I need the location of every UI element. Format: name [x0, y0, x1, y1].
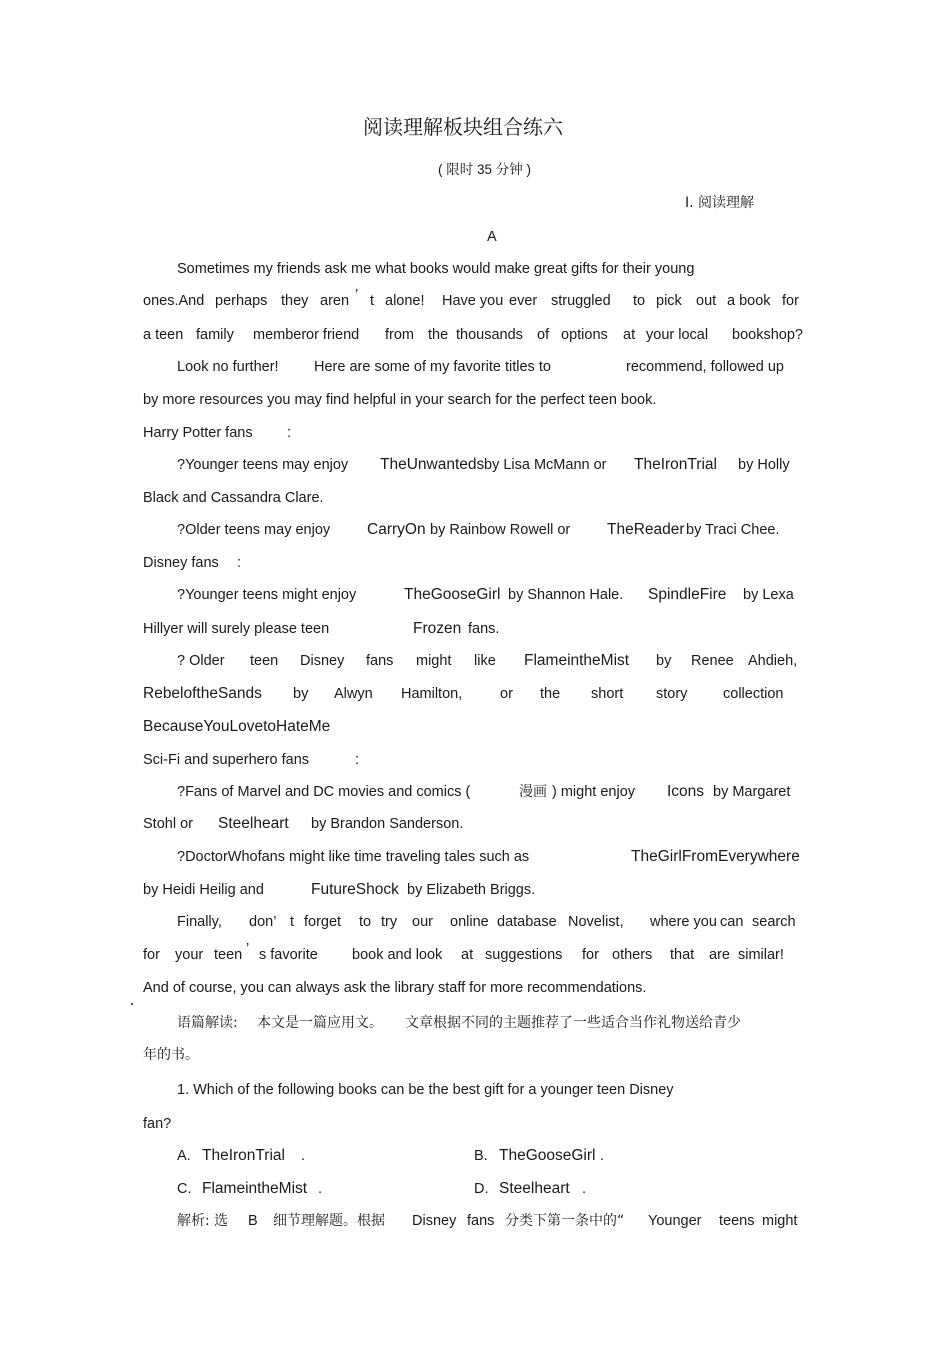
word: t [370, 293, 375, 309]
book-title: TheUnwanteds [380, 456, 485, 473]
word: they [281, 293, 309, 309]
word: our [412, 914, 433, 930]
word: s favorite [259, 947, 318, 963]
word: forget [304, 914, 342, 930]
option-c: FlameintheMist [202, 1180, 308, 1197]
book-title: FutureShock [311, 881, 399, 898]
word: options [561, 327, 608, 343]
word: Novelist, [568, 914, 624, 930]
word: member [253, 327, 307, 343]
word: Hamilton, [401, 686, 463, 702]
word: for [582, 947, 599, 963]
word: bookshop? [732, 327, 803, 343]
word: don’ [249, 914, 277, 930]
word: the [428, 327, 449, 343]
word: Ahdieh, [748, 653, 798, 669]
book-title: TheGirlFromEverywhere [631, 848, 800, 865]
analysis-label: 语篇解读: [177, 1015, 238, 1031]
word: can [720, 914, 744, 930]
word: ’ [246, 941, 250, 957]
stray-mark [131, 1003, 133, 1005]
word: teen [250, 653, 279, 669]
word: by [656, 653, 672, 669]
book-title: CarryOn [367, 521, 426, 538]
word: collection [723, 686, 784, 702]
book-title: SpindleFire [648, 586, 727, 603]
word: ? Older [177, 653, 225, 669]
option-letter: A. [177, 1148, 191, 1164]
book-title: Steelheart [218, 815, 289, 832]
option-d: Steelheart [499, 1180, 570, 1197]
word: where you [650, 914, 717, 930]
word: to [359, 914, 372, 930]
word: family [196, 327, 234, 343]
word: t [290, 914, 295, 930]
option-letter: B. [474, 1148, 488, 1164]
word: teen [214, 947, 243, 963]
word: your [175, 947, 204, 963]
word: that [670, 947, 695, 963]
word: to [633, 293, 646, 309]
book-title: TheGooseGirl [404, 586, 501, 603]
word: the [540, 686, 561, 702]
option-letter: D. [474, 1181, 489, 1197]
word: at [461, 947, 474, 963]
word: others [612, 947, 653, 963]
word: ever [509, 293, 538, 309]
word: or [500, 686, 513, 702]
word: Finally, [177, 914, 222, 930]
word: ones.And [143, 293, 205, 309]
word: book and look [352, 947, 443, 963]
word: your local [646, 327, 709, 343]
book-title: FlameintheMist [524, 652, 630, 669]
word: at [623, 327, 636, 343]
word: might [416, 653, 452, 669]
word: pick [656, 293, 682, 309]
word: short [591, 686, 624, 702]
word: by [293, 686, 309, 702]
word: from [385, 327, 414, 343]
word: a book [727, 293, 771, 309]
option-b: TheGooseGirl [499, 1147, 596, 1164]
word: alone! [385, 293, 425, 309]
book-title: BecauseYouLovetoHateMe [143, 718, 331, 735]
word: Alwyn [334, 686, 373, 702]
book-title: TheIronTrial [634, 456, 717, 473]
word: try [381, 914, 398, 930]
word: similar! [738, 947, 784, 963]
word: of [537, 327, 550, 343]
word: story [656, 686, 688, 702]
word: fans [366, 653, 394, 669]
word: or friend [306, 327, 360, 343]
word: aren [320, 293, 350, 309]
book-title: RebeloftheSands [143, 685, 262, 702]
word: search [752, 914, 796, 930]
word: for [782, 293, 799, 309]
option-letter: C. [177, 1181, 192, 1197]
book-title: Frozen [413, 620, 462, 637]
word: online [450, 914, 489, 930]
word: ’ [355, 287, 359, 303]
word: like [474, 653, 496, 669]
book-title: Icons [667, 783, 705, 800]
book-title: TheReader [607, 521, 685, 538]
word: Renee [691, 653, 734, 669]
word: thousands [456, 327, 523, 343]
word: a teen [143, 327, 184, 343]
word: perhaps [215, 293, 268, 309]
word: database [497, 914, 557, 930]
option-a: TheIronTrial [202, 1147, 285, 1164]
word: struggled [551, 293, 611, 309]
word: Have you [442, 293, 504, 309]
word: for [143, 947, 160, 963]
word: are [709, 947, 730, 963]
word: suggestions [485, 947, 563, 963]
word: out [696, 293, 717, 309]
word: Disney [300, 653, 345, 669]
